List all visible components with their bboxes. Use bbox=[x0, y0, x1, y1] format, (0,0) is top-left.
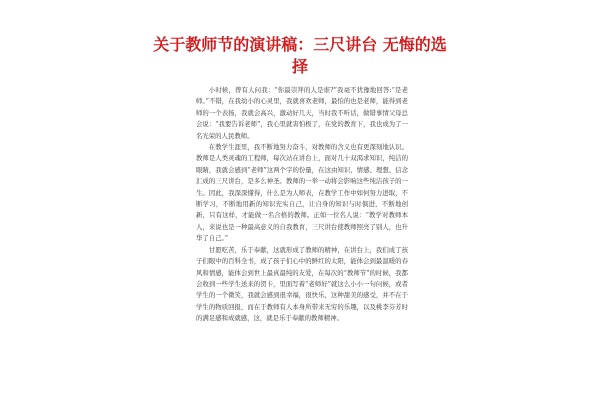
paragraph-3: 甘愿吃苦，乐于奉献，这就形成了教师的精神，在讲台上，我们成了孩子们眼中的百科全书，成了孩子们心中的鲜红的太阳，能体会到最温暖的春风和情感，能体会到世上最真最纯的友爱，在每次的“教师节”的时候，我都会收到一些学生送来的贺卡，里面写着“老师好”就这么小小一句问候，或者学生的一个微笑，我就会感到很幸福，很快乐，这种甜美的感受，并不在于学生的物质回报，而在于教师有人本身所带来无穷的乐趣，以及桃李芬芳时的满足感和成就感，这，就是乐于奉献的教师精神。 bbox=[196, 245, 408, 323]
title-line-1: 关于教师节的演讲稿：三尺讲台 无悔的选 bbox=[153, 35, 447, 54]
article-title bbox=[0, 34, 600, 78]
paragraph-1: 小时候，曾有人问我：“你最崇拜的人是谁?”我毫不犹豫地回答:“是老师。”不错，在我幼小的心灵里，我就喜欢老师，最怕的也是老师，能得到老师的一个表扬，我就会高兴，激动好几天，当时我不听话，做错事情父母总会说：“我要告诉老师”，我心里就害怕极了，在党的教育下，我也成为了一名光荣的人民教师。 bbox=[196, 86, 408, 140]
paragraph-2: 在教学生涯里，我不断地努力奋斗，对教师的含义也有更深刻地认识。教师是人类灵魂的工程师，每次站在讲台上，面对几十双渴求知识，纯洁的眼睛，我就会感到“老师”这两个字的份量，在这由知识、情感、理想、信念汇成的三尺讲台，是多么神圣。教师的一举一动将会影响这些纯洁孩子的一生。因此，我深深懂得，什么是为人师表，在教学工作中如何努力进取，不断学习，不断地用新的知识充实自己，让自身的知识与时俱进，不断地创新，只有这样，才能做一名合格的教师。正如一位名人说：“教学对教师本人，来说也是一种最高意义的自我教育，三尺讲台使教师照亮了别人，也升华了自己。” bbox=[196, 143, 408, 243]
article-body bbox=[196, 85, 408, 325]
title-line-2: 择 bbox=[291, 57, 308, 76]
